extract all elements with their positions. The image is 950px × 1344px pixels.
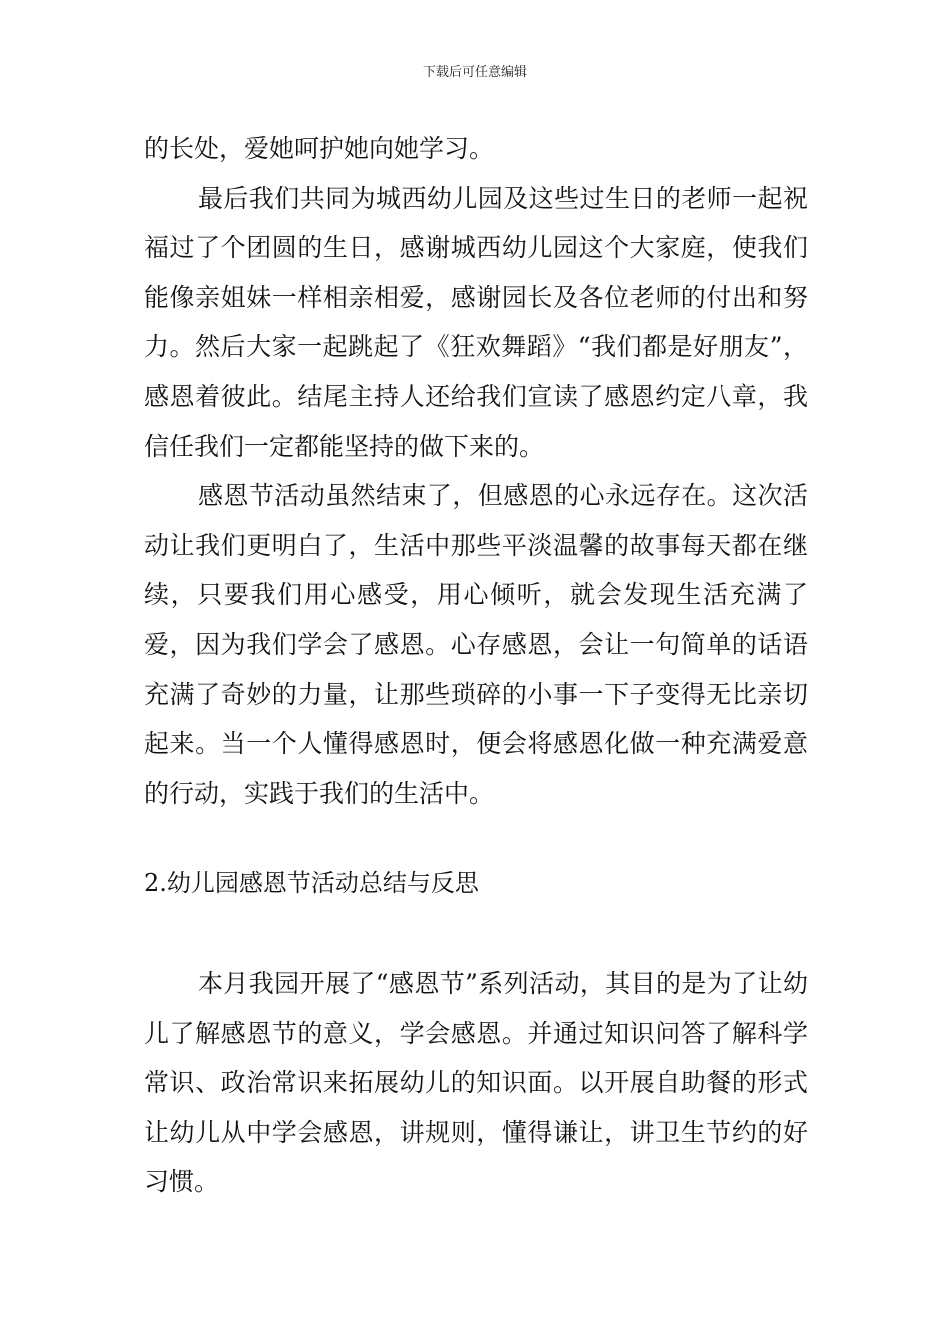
- paragraph-reflection: 感恩节活动虽然结束了，但感恩的心永远存在。这次活动让我们更明白了，生活中那些平淡温馨的故事每天都在继续，只要我们用心感受，用心倾听，就会发现生活充满了爱，因为我们学会了感恩。心存感恩，会让一句简单的话语充满了奇妙的力量，让那些琐碎的小事一下子变得无比亲切起来。当一个人懂得感恩时，便会将感恩化做一种充满爱意的行动，实践于我们的生活中。: [144, 481, 808, 808]
- page-header: 下载后可任意编辑: [422, 65, 527, 80]
- paragraph-celebration: 最后我们共同为城西幼儿园及这些过生日的老师一起祝福过了个团圆的生日，感谢城西幼儿园这个大家庭，使我们能像亲姐妹一样相亲相爱，感谢园长及各位老师的付出和努力。然后大家一起跳起了《狂欢舞蹈》“我们都是好朋友”，感恩着彼此。结尾主持人还给我们宣读了感恩约定八章，我信任我们一定都能坚持的做下来的。: [144, 183, 808, 461]
- section-heading: 2.幼儿园感恩节活动总结与反思: [144, 869, 479, 898]
- document-body: [144, 124, 808, 1207]
- paragraph-activity-summary: 本月我园开展了“感恩节”系列活动，其目的是为了让幼儿了解感恩节的意义，学会感恩。并通过知识问答了解科学常识、政治常识来拓展幼儿的知识面。以开展自助餐的形式让幼儿从中学会感恩，讲规则，懂得谦让，讲卫生节约的好习惯。: [144, 968, 808, 1197]
- paragraph-continuation: 的长处，爱她呵护她向她学习。: [144, 134, 495, 163]
